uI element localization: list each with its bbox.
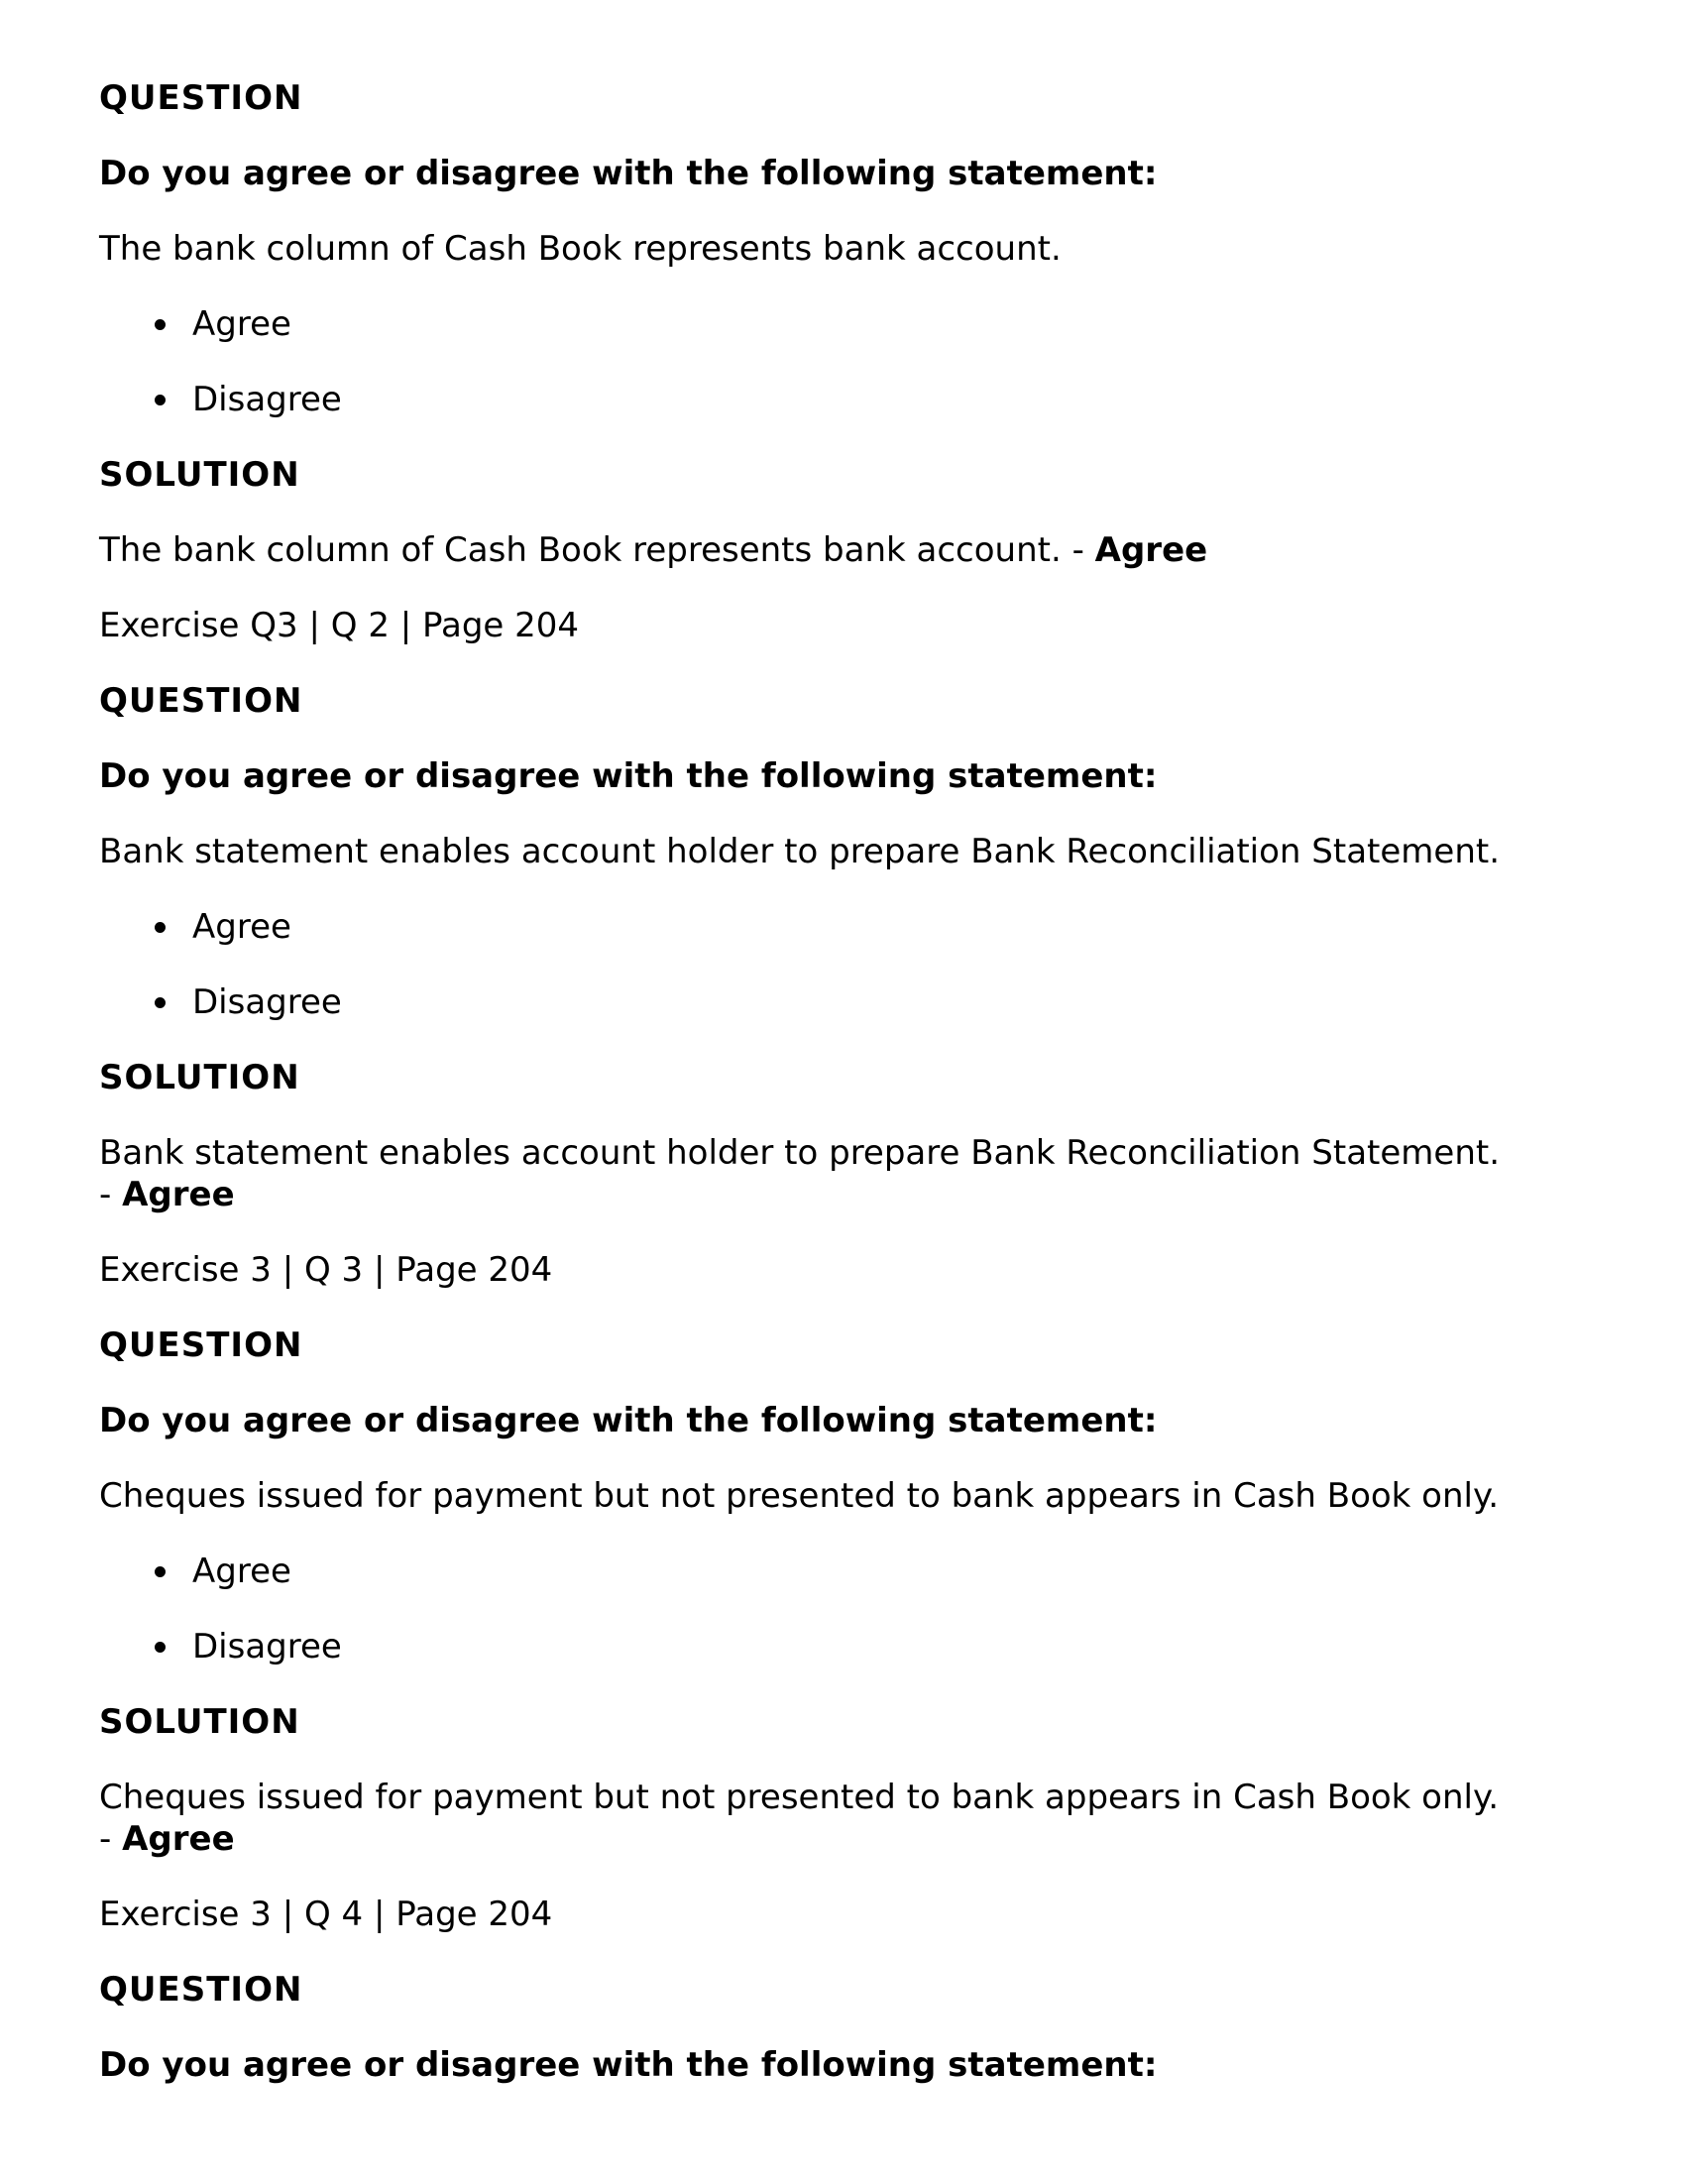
option-label: Disagree bbox=[192, 982, 342, 1022]
option-list bbox=[99, 1551, 1606, 1667]
bullet-icon bbox=[155, 1566, 166, 1577]
option-label: Agree bbox=[192, 907, 291, 947]
solution-text bbox=[99, 1777, 1606, 1860]
solution-answer: Agree bbox=[122, 1175, 235, 1214]
option-list bbox=[99, 906, 1606, 1023]
document-page bbox=[99, 77, 1606, 2120]
question-heading: QUESTION bbox=[99, 681, 303, 721]
solution-heading: SOLUTION bbox=[99, 1702, 300, 1742]
exercise-reference: Exercise 3 | Q 4 | Page 204 bbox=[99, 1895, 553, 1934]
question-heading: QUESTION bbox=[99, 1970, 303, 2010]
question-statement: Bank statement enables account holder to prepare Bank Reconciliation Statement. bbox=[99, 832, 1501, 871]
exercise-reference: Exercise 3 | Q 3 | Page 204 bbox=[99, 1250, 553, 1290]
solution-text bbox=[99, 529, 1606, 571]
exercise-reference: Exercise Q3 | Q 2 | Page 204 bbox=[99, 606, 580, 645]
question-statement: The bank column of Cash Book represents bank account. bbox=[99, 229, 1062, 269]
question-prompt: Do you agree or disagree with the following statement: bbox=[99, 1401, 1158, 1440]
option-item bbox=[99, 981, 1606, 1023]
option-item bbox=[99, 1626, 1606, 1667]
question-prompt: Do you agree or disagree with the following statement: bbox=[99, 2045, 1158, 2085]
option-item bbox=[99, 379, 1606, 420]
option-label: Agree bbox=[192, 1552, 291, 1591]
solution-heading: SOLUTION bbox=[99, 455, 300, 495]
bullet-icon bbox=[155, 1642, 166, 1653]
option-item bbox=[99, 906, 1606, 948]
solution-answer: Agree bbox=[122, 1819, 235, 1859]
option-label: Agree bbox=[192, 304, 291, 344]
bullet-icon bbox=[155, 319, 166, 330]
solution-statement: Cheques issued for payment but not presented to bank appears in Cash Book only. bbox=[99, 1778, 1500, 1817]
option-item bbox=[99, 1551, 1606, 1592]
question-prompt: Do you agree or disagree with the following statement: bbox=[99, 756, 1158, 796]
bullet-icon bbox=[155, 395, 166, 405]
question-heading: QUESTION bbox=[99, 1325, 303, 1365]
solution-text bbox=[99, 1132, 1606, 1215]
answer-separator: - bbox=[99, 1175, 112, 1214]
option-label: Disagree bbox=[192, 1627, 342, 1667]
bullet-icon bbox=[155, 997, 166, 1008]
solution-answer: Agree bbox=[1094, 530, 1208, 570]
option-label: Disagree bbox=[192, 380, 342, 419]
solution-statement: Bank statement enables account holder to prepare Bank Reconciliation Statement. bbox=[99, 1133, 1501, 1173]
solution-heading: SOLUTION bbox=[99, 1058, 300, 1097]
bullet-icon bbox=[155, 922, 166, 933]
question-prompt: Do you agree or disagree with the following statement: bbox=[99, 154, 1158, 193]
option-item bbox=[99, 303, 1606, 345]
solution-statement: The bank column of Cash Book represents bank account. - bbox=[99, 530, 1084, 570]
question-heading: QUESTION bbox=[99, 78, 303, 118]
question-statement: Cheques issued for payment but not presented to bank appears in Cash Book only. bbox=[99, 1476, 1500, 1516]
answer-separator: - bbox=[99, 1819, 112, 1859]
option-list bbox=[99, 303, 1606, 420]
